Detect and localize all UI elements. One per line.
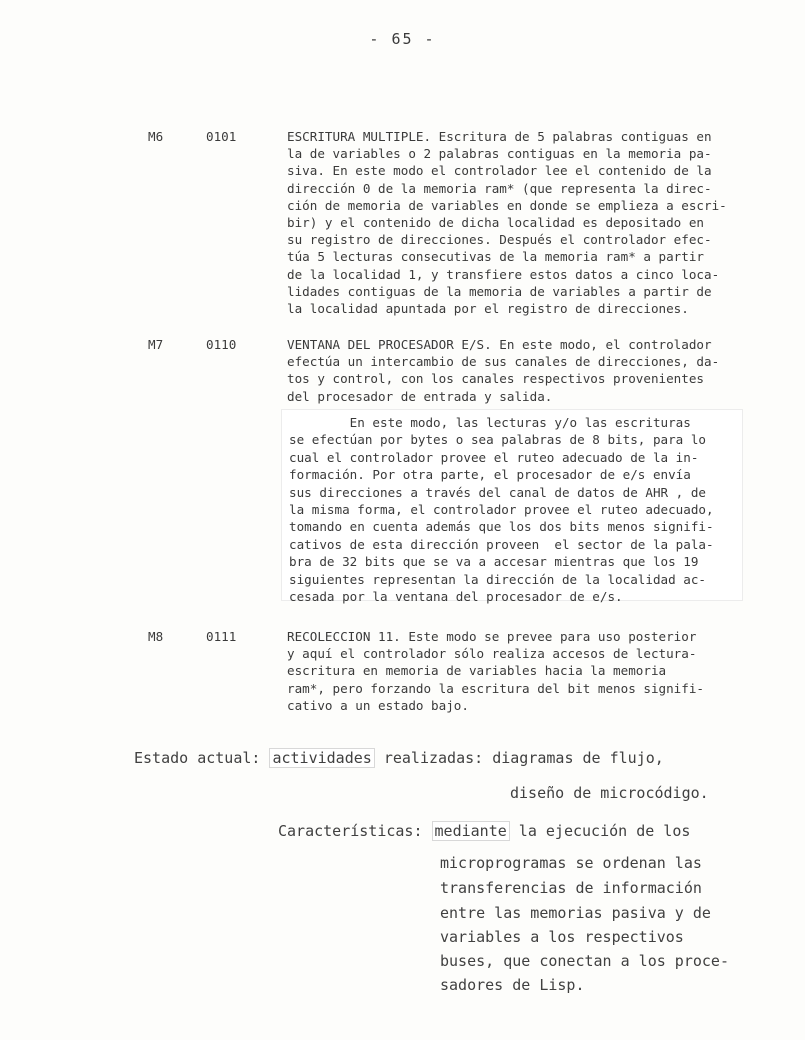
mode-description	[287, 128, 757, 317]
status-line	[134, 748, 664, 768]
text-line: escritura en memoria de variables hacia la memoria	[287, 663, 667, 679]
text-line: RECOLECCION 11. Este modo se prevee para uso posterior	[287, 629, 697, 644]
text-line: siva. En este modo el controlador lee el contenido de la	[287, 163, 712, 179]
text-line: bir) y el contenido de dicha localidad es depositado en	[287, 215, 705, 231]
features-line	[278, 821, 690, 841]
features-text-line: sadores de Lisp.	[440, 976, 585, 994]
text-line: ción de memoria de variables en donde se emplieza a escri-	[287, 197, 727, 213]
text-line: su registro de direcciones. Después el controlador efec-	[287, 232, 712, 248]
mode-bits: 0110	[206, 337, 237, 352]
mode-description	[287, 336, 757, 405]
text-line: VENTANA DEL PROCESADOR E/S. En este modo, el controlador	[287, 337, 712, 352]
text-line: cesada por la ventana del procesador de e/s.	[289, 589, 623, 605]
features-text-line: microprogramas se ordenan las	[440, 854, 702, 872]
text-line: la localidad apuntada por el registro de direcciones.	[287, 301, 689, 317]
features-text-line: variables a los respectivos	[440, 928, 684, 946]
features-text-line: entre las memorias pasiva y de	[440, 904, 711, 922]
mode-description	[287, 628, 757, 714]
text-line: lidades contiguas de la memoria de variables a partir de	[287, 283, 712, 299]
text-line: ESCRITURA MULTIPLE. Escritura de 5 palabras contiguas en	[287, 129, 712, 144]
status-second-line: diseño de microcódigo.	[510, 784, 709, 802]
text-line: efectúa un intercambio de sus canales de direcciones, da-	[287, 354, 720, 370]
text-line: la misma forma, el controlador provee el ruteo adecuado,	[289, 502, 714, 518]
features-label: Características:	[278, 822, 423, 840]
text-line: formación. Por otra parte, el procesador de e/s envía	[289, 467, 691, 483]
features-boxed-word: mediante	[432, 821, 510, 841]
features-text-line: transferencias de información	[440, 879, 702, 897]
mode-code: M7	[148, 337, 164, 352]
status-label: Estado actual:	[134, 749, 261, 767]
status-boxed-word: actividades	[269, 748, 374, 768]
features-rest: la ejecución de los	[509, 822, 691, 840]
text-line: siguientes representan la dirección de la localidad ac-	[289, 571, 707, 587]
mode-bits: 0101	[206, 129, 237, 144]
text-line: cual el controlador provee el ruteo adecuado de la in-	[289, 449, 699, 465]
mode-code: M6	[148, 129, 164, 144]
text-line: del procesador de entrada y salida.	[287, 388, 553, 404]
page-number: - 65 -	[369, 30, 436, 48]
text-line: cativo a un estado bajo.	[287, 697, 469, 713]
text-line: la de variables o 2 palabras contiguas en la memoria pa-	[287, 146, 712, 162]
text-line: bra de 32 bits que se va a accesar mientras que los 19	[289, 554, 699, 570]
text-line: tos y control, con los canales respectivos provenientes	[287, 371, 705, 387]
text-line: sus direcciones a través del canal de datos de AHR , de	[289, 484, 707, 500]
text-line: tomando en cuenta además que los dos bits menos signifi-	[289, 519, 714, 535]
pasted-note	[289, 414, 739, 605]
mode-bits: 0111	[206, 629, 237, 644]
text-line: túa 5 lecturas consecutivas de la memoria ram* a partir	[287, 249, 705, 265]
text-line: de la localidad 1, y transfiere estos datos a cinco loca-	[287, 266, 720, 282]
text-line: se efectúan por bytes o sea palabras de 8 bits, para lo	[289, 432, 707, 448]
text-line: En este modo, las lecturas y/o las escrituras	[289, 415, 691, 430]
text-line: y aquí el controlador sólo realiza accesos de lectura-	[287, 646, 697, 662]
text-line: dirección 0 de la memoria ram* (que representa la direc-	[287, 180, 712, 196]
text-line: cativos de esta dirección proveen el sector de la pala-	[289, 536, 714, 552]
text-line: ram*, pero forzando la escritura del bit menos signifi-	[287, 680, 705, 696]
mode-code: M8	[148, 629, 164, 644]
features-text-line: buses, que conectan a los proce-	[440, 952, 729, 970]
status-rest: realizadas: diagramas de flujo,	[374, 749, 664, 767]
